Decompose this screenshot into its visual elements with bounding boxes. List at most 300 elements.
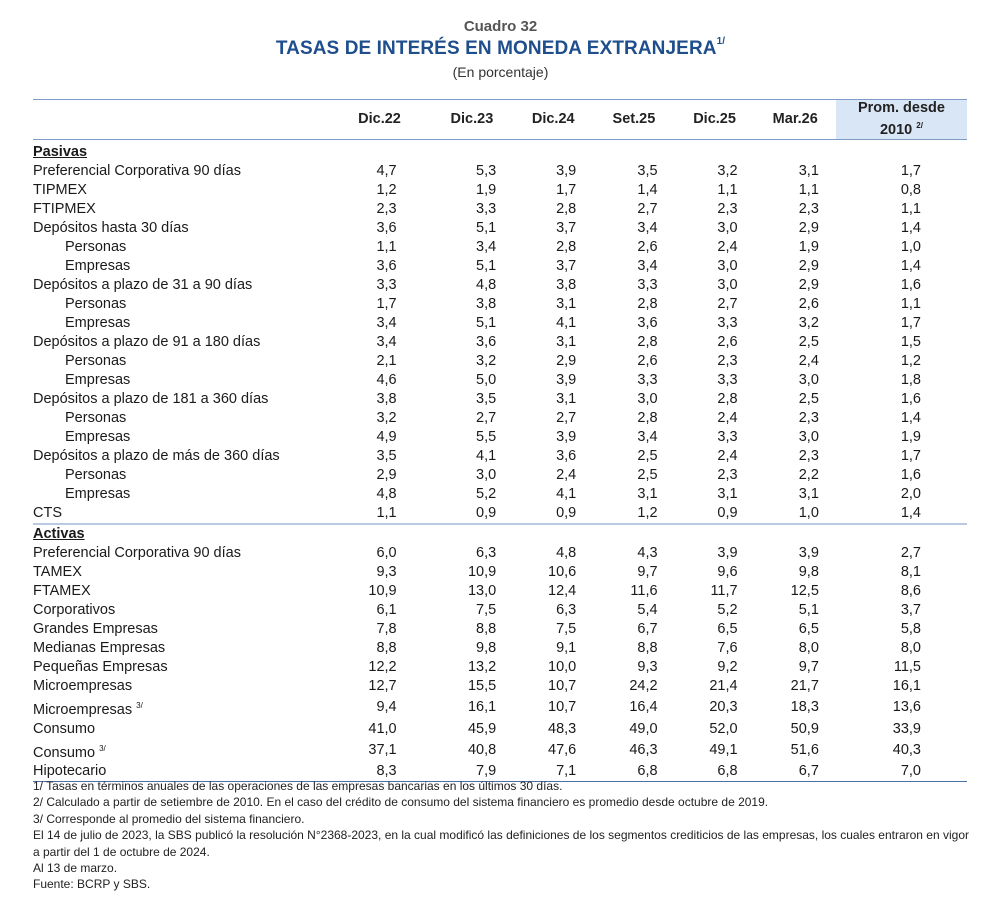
value-cell: 3,6	[376, 219, 397, 236]
value-cell: 2,9	[556, 352, 577, 369]
value-cell: 3,0	[637, 390, 658, 407]
value-cell: 5,0	[476, 371, 497, 388]
value-cell: 3,0	[476, 466, 497, 483]
value-cell: 3,3	[637, 371, 658, 388]
row-label-text: Hipotecario	[33, 763, 107, 780]
value-cell: 12,4	[548, 582, 577, 599]
value-cell: 4,8	[556, 544, 577, 561]
value-cell-prom: 1,2	[900, 352, 921, 369]
value-cell: 3,3	[717, 428, 738, 445]
table-body	[33, 139, 967, 782]
row-label-text: Pequeñas Empresas	[33, 658, 168, 675]
row-label	[33, 390, 328, 409]
table-row	[33, 601, 967, 620]
section-title-pasivas	[33, 139, 967, 162]
value-cell: 2,7	[637, 200, 658, 217]
value-cell: 15,5	[467, 677, 497, 694]
prom-header-line2	[836, 117, 967, 139]
value-cell: 46,3	[629, 742, 658, 759]
row-label	[33, 219, 328, 238]
table-row	[33, 314, 967, 333]
value-cell: 3,2	[717, 162, 738, 179]
value-cell: 9,8	[476, 639, 497, 656]
value-cell: 3,1	[556, 333, 577, 350]
table-row	[33, 447, 967, 466]
row-label	[33, 409, 328, 428]
value-cell: 16,4	[629, 699, 658, 716]
value-cell: 45,9	[467, 720, 497, 737]
value-cell: 2,3	[376, 200, 397, 217]
value-cell: 0,9	[513, 504, 593, 524]
table-row	[33, 409, 967, 428]
value-cell: 51,6	[790, 742, 819, 759]
row-label	[33, 639, 328, 658]
value-cell: 2,5	[798, 390, 819, 407]
value-cell: 3,0	[717, 219, 738, 236]
value-cell-prom: 2,7	[900, 544, 921, 561]
value-cell: 3,9	[556, 162, 577, 179]
value-cell: 2,6	[637, 238, 658, 255]
value-cell: 12,5	[790, 582, 819, 599]
col-header-4: Dic.25	[693, 111, 736, 128]
value-cell: 2,8	[556, 200, 577, 217]
row-label-text: Consumo	[33, 720, 96, 737]
table-row	[33, 504, 967, 524]
value-cell: 10,9	[368, 582, 397, 599]
value-cell: 6,8	[593, 762, 674, 782]
value-cell: 2,8	[717, 390, 738, 407]
value-cell: 13,0	[467, 582, 497, 599]
value-cell: 2,4	[717, 409, 738, 426]
table-row	[33, 466, 967, 485]
value-cell: 12,7	[368, 677, 397, 694]
table-row	[33, 639, 967, 658]
value-cell: 3,4	[637, 257, 658, 274]
value-cell: 4,8	[376, 485, 397, 502]
col-header-0: Dic.22	[358, 111, 401, 128]
row-footnote-ref: 3/	[136, 700, 143, 710]
value-cell: 9,3	[637, 658, 658, 675]
value-cell: 11,6	[630, 582, 658, 599]
value-cell: 1,7	[556, 181, 577, 198]
value-cell: 5,1	[476, 314, 497, 331]
value-cell: 3,6	[637, 314, 658, 331]
value-cell-prom: 1,6	[900, 466, 921, 483]
value-cell: 6,0	[376, 544, 397, 561]
value-cell: 4,1	[556, 314, 577, 331]
value-cell: 1,2	[593, 504, 674, 524]
value-cell: 3,3	[637, 276, 658, 293]
value-cell: 3,8	[556, 276, 577, 293]
value-cell: 2,3	[717, 200, 738, 217]
value-cell: 10,0	[548, 658, 577, 675]
value-cell: 3,3	[476, 200, 497, 217]
value-cell: 52,0	[709, 720, 738, 737]
value-cell: 9,2	[717, 658, 738, 675]
value-cell: 16,1	[467, 699, 497, 716]
value-cell: 9,7	[798, 658, 819, 675]
table-row	[33, 428, 967, 447]
row-label	[33, 428, 328, 447]
value-cell-prom: 1,4	[900, 219, 921, 236]
value-cell: 3,1	[637, 485, 658, 502]
value-cell: 6,5	[717, 620, 738, 637]
value-cell-prom: 1,5	[900, 333, 921, 350]
value-cell-prom: 40,3	[892, 742, 921, 759]
value-cell: 6,8	[675, 762, 755, 782]
col-header-1: Dic.23	[450, 111, 494, 128]
value-cell: 3,0	[717, 276, 738, 293]
value-cell: 2,7	[717, 295, 738, 312]
value-cell: 0,9	[675, 504, 755, 524]
value-cell: 8,3	[328, 762, 430, 782]
value-cell-prom: 1,4	[836, 504, 967, 524]
value-cell: 6,3	[556, 601, 577, 618]
value-cell: 7,5	[556, 620, 577, 637]
value-cell: 3,4	[376, 333, 397, 350]
value-cell: 5,5	[476, 428, 497, 445]
value-cell: 7,5	[476, 601, 497, 618]
value-cell: 10,6	[548, 563, 577, 580]
value-cell-prom: 1,4	[900, 257, 921, 274]
value-cell: 2,8	[556, 238, 577, 255]
value-cell: 4,1	[556, 485, 577, 502]
interest-rates-table	[33, 99, 967, 782]
value-cell: 3,1	[798, 162, 819, 179]
table-row	[33, 390, 967, 409]
value-cell: 9,8	[798, 563, 819, 580]
value-cell: 3,4	[476, 238, 497, 255]
value-cell: 3,1	[556, 390, 577, 407]
value-cell: 3,7	[556, 219, 577, 236]
value-cell: 3,1	[798, 485, 819, 502]
value-cell: 2,4	[556, 466, 577, 483]
value-cell: 1,4	[637, 181, 658, 198]
row-label-text: Microempresas	[33, 701, 133, 718]
section-label: Activas	[33, 525, 85, 542]
footnote: 1/ Tasas en términos anuales de las operaciones de las empresas bancarias en los últimos 30 días.	[33, 779, 563, 793]
value-cell: 6,5	[798, 620, 819, 637]
value-cell: 9,3	[376, 563, 397, 580]
value-cell-prom: 1,7	[900, 162, 921, 179]
table-row	[33, 485, 967, 504]
value-cell-prom: 8,1	[900, 563, 921, 580]
value-cell: 2,6	[717, 333, 738, 350]
value-cell: 18,3	[790, 699, 819, 716]
value-cell-prom: 33,9	[892, 720, 921, 737]
table-row	[33, 333, 967, 352]
table-number: Cuadro 32	[463, 18, 538, 35]
row-label	[33, 257, 328, 276]
value-cell: 9,1	[556, 639, 577, 656]
footnote: El 14 de julio de 2023, la SBS publicó la resolución N°2368-2023, en la cual modificó las definiciones de los segmentos crediticios de las empresas, los cuales entraron en vigor a partir del 1 de octubre de 2024.	[33, 828, 969, 859]
row-label	[33, 620, 328, 639]
table-row	[33, 544, 967, 563]
value-cell: 4,8	[476, 276, 497, 293]
value-cell: 3,3	[376, 276, 397, 293]
value-cell-prom: 8,0	[900, 639, 921, 656]
value-cell: 3,4	[376, 314, 397, 331]
value-cell: 0,9	[431, 504, 514, 524]
value-cell: 21,4	[709, 677, 738, 694]
table-row	[33, 200, 967, 219]
prom-header-year: 2010	[879, 121, 913, 138]
value-cell: 49,1	[709, 742, 738, 759]
value-cell-prom: 2,0	[900, 485, 921, 502]
value-cell: 4,3	[637, 544, 658, 561]
value-cell: 3,8	[376, 390, 397, 407]
unit-subtitle: (En porcentaje)	[452, 64, 549, 80]
value-cell: 3,2	[798, 314, 819, 331]
value-cell: 2,3	[717, 352, 738, 369]
value-cell: 5,3	[476, 162, 497, 179]
row-label	[33, 371, 328, 390]
value-cell: 2,9	[376, 466, 397, 483]
value-cell: 3,5	[637, 162, 658, 179]
value-cell: 7,1	[513, 762, 593, 782]
value-cell-prom: 1,7	[900, 447, 921, 464]
row-label-text: CTS	[33, 504, 62, 521]
value-cell-prom: 1,1	[900, 295, 921, 312]
row-label	[33, 466, 328, 485]
value-cell: 3,8	[476, 295, 497, 312]
value-cell: 6,3	[476, 544, 497, 561]
value-cell: 3,6	[556, 447, 577, 464]
value-cell: 3,0	[798, 428, 819, 445]
table-row	[33, 582, 967, 601]
row-label-text: Empresas	[65, 428, 131, 445]
value-cell: 7,9	[431, 762, 514, 782]
value-cell-prom: 1,9	[900, 428, 921, 445]
row-label-text: Depósitos hasta 30 días	[33, 219, 189, 236]
row-label	[33, 658, 328, 677]
table-row	[33, 677, 967, 696]
section-title-activas	[33, 524, 967, 544]
value-cell: 21,7	[790, 677, 819, 694]
value-cell: 1,7	[376, 295, 397, 312]
row-label-text: Personas	[65, 238, 127, 255]
value-cell: 10,7	[548, 699, 577, 716]
value-cell-prom: 11,5	[893, 658, 921, 675]
row-label	[33, 739, 328, 763]
value-cell: 6,7	[755, 762, 836, 782]
value-cell: 12,2	[368, 658, 397, 675]
value-cell: 13,2	[467, 658, 497, 675]
section-row-pasivas	[33, 139, 967, 162]
row-label-text: FTAMEX	[33, 582, 91, 599]
value-cell: 3,5	[476, 390, 497, 407]
value-cell: 7,8	[376, 620, 397, 637]
row-label	[33, 238, 328, 257]
header-row	[33, 100, 967, 140]
footnotes	[33, 778, 978, 893]
value-cell: 5,2	[476, 485, 497, 502]
value-cell: 11,7	[710, 582, 738, 599]
value-cell: 1,0	[755, 504, 836, 524]
row-label-text: Empresas	[65, 314, 131, 331]
table-row	[33, 563, 967, 582]
row-label	[33, 295, 328, 314]
row-label-text: Consumo	[33, 744, 96, 761]
value-cell: 2,8	[637, 409, 658, 426]
value-cell: 20,3	[709, 699, 738, 716]
row-label-text: Depósitos a plazo de más de 360 días	[33, 447, 280, 464]
section-row-activas	[33, 524, 967, 544]
table-row	[33, 295, 967, 314]
row-label	[33, 504, 328, 524]
table-row	[33, 696, 967, 720]
row-label	[33, 582, 328, 601]
value-cell: 1,2	[376, 181, 397, 198]
value-cell: 2,5	[637, 447, 658, 464]
value-cell: 1,1	[376, 238, 397, 255]
value-cell: 3,9	[556, 428, 577, 445]
value-cell: 2,2	[798, 466, 819, 483]
value-cell: 2,3	[798, 409, 819, 426]
row-label-text: Preferencial Corporativa 90 días	[33, 162, 241, 179]
value-cell: 50,9	[790, 720, 819, 737]
value-cell: 5,1	[476, 257, 497, 274]
value-cell: 10,7	[548, 677, 577, 694]
value-cell: 10,9	[467, 563, 497, 580]
table-row	[33, 352, 967, 371]
value-cell: 2,8	[637, 295, 658, 312]
row-label-text: Depósitos a plazo de 31 a 90 días	[33, 276, 253, 293]
value-cell: 6,1	[376, 601, 397, 618]
value-cell-prom: 8,6	[900, 582, 921, 599]
value-cell: 3,9	[556, 371, 577, 388]
table-row	[33, 181, 967, 200]
value-cell: 3,2	[376, 409, 397, 426]
value-cell: 3,4	[637, 219, 658, 236]
value-cell: 8,0	[798, 639, 819, 656]
value-cell-prom: 1,7	[900, 314, 921, 331]
value-cell: 5,1	[476, 219, 497, 236]
value-cell: 2,3	[798, 200, 819, 217]
value-cell: 9,6	[717, 563, 738, 580]
value-cell: 2,3	[717, 466, 738, 483]
table-row	[33, 238, 967, 257]
value-cell: 2,4	[717, 447, 738, 464]
value-cell: 37,1	[368, 742, 397, 759]
row-label	[33, 696, 328, 720]
table-row	[33, 620, 967, 639]
value-cell: 2,7	[476, 409, 497, 426]
value-cell: 2,6	[637, 352, 658, 369]
row-label	[33, 352, 328, 371]
row-label-text: Depósitos a plazo de 91 a 180 días	[33, 333, 261, 350]
value-cell: 3,0	[717, 257, 738, 274]
title-footnote-ref: 1/	[716, 36, 726, 47]
row-label-text: Personas	[65, 466, 127, 483]
value-cell: 3,6	[476, 333, 497, 350]
value-cell: 41,0	[368, 720, 397, 737]
table-row	[33, 276, 967, 295]
value-cell: 3,5	[376, 447, 397, 464]
value-cell: 4,7	[376, 162, 397, 179]
table-row	[33, 739, 967, 763]
title-text: TASAS DE INTERÉS EN MONEDA EXTRANJERA	[275, 38, 717, 59]
value-cell: 4,1	[476, 447, 497, 464]
value-cell: 7,6	[717, 639, 738, 656]
row-label-text: Depósitos a plazo de 181 a 360 días	[33, 390, 269, 407]
value-cell-prom: 1,0	[900, 238, 921, 255]
row-label-text: Preferencial Corporativa 90 días	[33, 544, 241, 561]
row-label-text: Empresas	[65, 371, 131, 388]
value-cell: 2,5	[637, 466, 658, 483]
value-cell: 1,1	[717, 181, 738, 198]
value-cell: 2,4	[798, 352, 819, 369]
table-row	[33, 371, 967, 390]
row-label	[33, 601, 328, 620]
value-cell: 2,9	[798, 219, 819, 236]
value-cell: 3,9	[798, 544, 819, 561]
value-cell: 3,6	[376, 257, 397, 274]
value-cell: 3,7	[556, 257, 577, 274]
row-label	[33, 447, 328, 466]
value-cell: 4,6	[376, 371, 397, 388]
value-cell: 2,3	[798, 447, 819, 464]
value-cell: 3,2	[476, 352, 497, 369]
table-row	[33, 257, 967, 276]
row-label	[33, 563, 328, 582]
row-label	[33, 181, 328, 200]
value-cell: 1,1	[328, 504, 430, 524]
value-cell: 3,9	[717, 544, 738, 561]
row-label-text: TAMEX	[33, 563, 82, 580]
value-cell: 3,1	[556, 295, 577, 312]
table-row	[33, 720, 967, 739]
value-cell: 24,2	[629, 677, 658, 694]
table-row	[33, 162, 967, 181]
value-cell-prom: 7,0	[836, 762, 967, 782]
value-cell: 1,9	[476, 181, 497, 198]
value-cell: 3,1	[717, 485, 738, 502]
row-label	[33, 677, 328, 696]
footnote: 2/ Calculado a partir de setiembre de 2010. En el caso del crédito de consumo del sistema financiero es promedio desde octubre de 2019.	[33, 795, 769, 810]
row-label-text: FTIPMEX	[33, 200, 96, 217]
row-label	[33, 333, 328, 352]
value-cell: 6,7	[637, 620, 658, 637]
value-cell-prom: 1,6	[900, 276, 921, 293]
prom-header-line1: Prom. desde	[857, 100, 945, 116]
value-cell-prom: 1,1	[900, 200, 921, 217]
row-label-text: Empresas	[65, 257, 131, 274]
row-label	[33, 162, 328, 181]
col-header-5: Mar.26	[772, 111, 818, 128]
section-label: Pasivas	[33, 143, 88, 160]
value-cell: 1,1	[798, 181, 819, 198]
col-header-3: Set.25	[612, 111, 656, 128]
value-cell: 5,1	[798, 601, 819, 618]
col-header-prom	[836, 100, 967, 140]
value-cell: 5,2	[717, 601, 738, 618]
value-cell-prom: 0,8	[900, 181, 921, 198]
value-cell: 1,9	[798, 238, 819, 255]
value-cell: 4,9	[376, 428, 397, 445]
value-cell: 2,9	[798, 257, 819, 274]
value-cell: 2,6	[798, 295, 819, 312]
row-label-text: Personas	[65, 352, 127, 369]
value-cell-prom: 16,1	[892, 677, 921, 694]
value-cell: 3,3	[717, 314, 738, 331]
footnote: Fuente: BCRP y SBS.	[33, 877, 151, 892]
row-label-text: TIPMEX	[33, 181, 87, 198]
footnote: 3/ Corresponde al promedio del sistema financiero.	[33, 811, 305, 826]
prom-header-note: 2/	[916, 121, 923, 130]
page-title	[0, 38, 1001, 60]
value-cell: 2,8	[637, 333, 658, 350]
